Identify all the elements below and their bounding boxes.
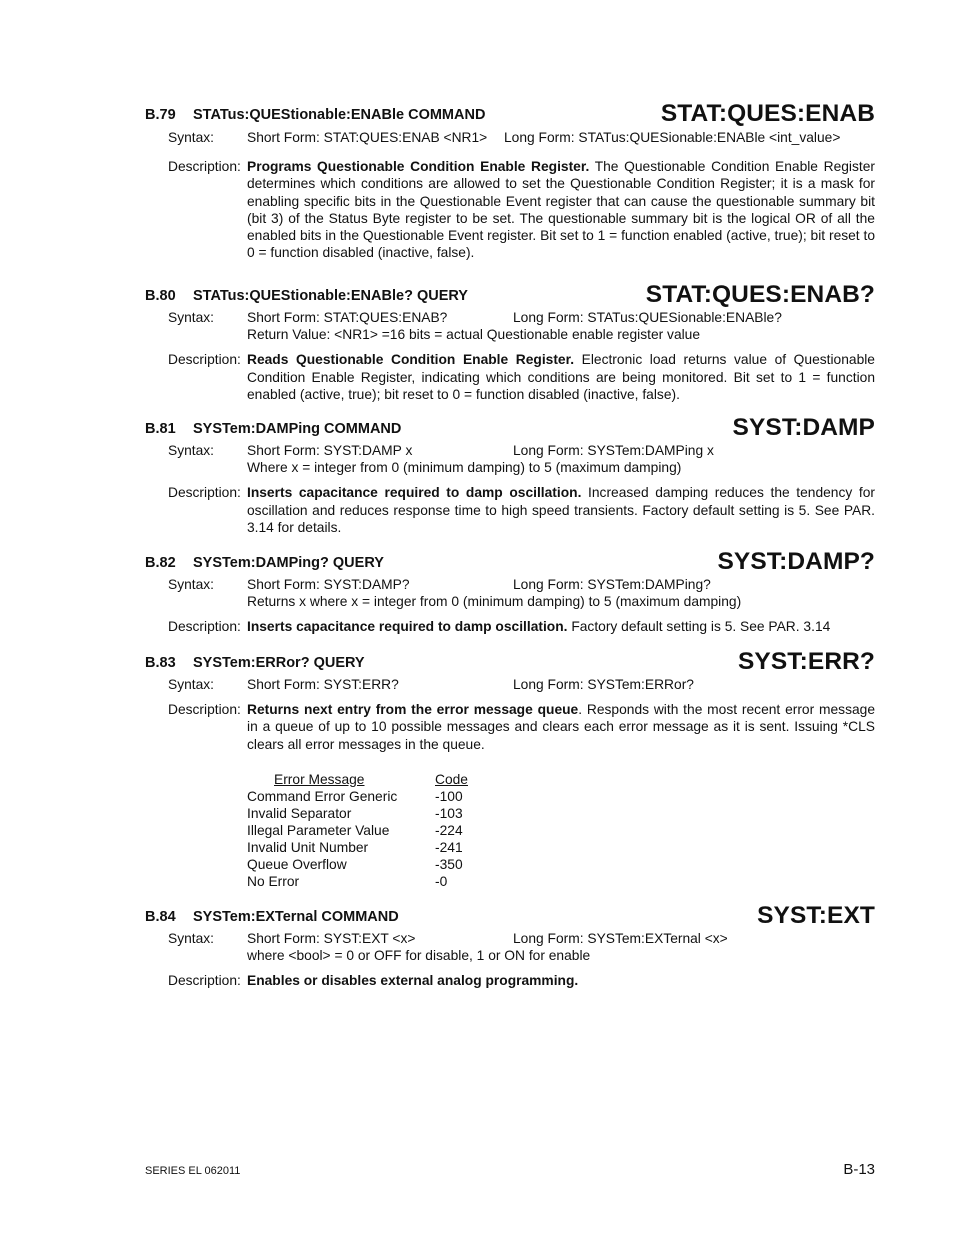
long-form: Long Form: SYSTem:EXTernal <x> [513, 931, 728, 946]
column-header-error-message: Error Message [274, 771, 365, 787]
syntax-row: Syntax: Short Form: STAT:QUES:ENAB <NR1> Long Form: STATus:QUESionable:ENABle <int_value> [168, 130, 841, 145]
command-mnemonic: STAT:QUES:ENAB [660, 99, 875, 127]
syntax-note: Returns x where x = integer from 0 (minimum damping) to 5 (maximum damping) [247, 594, 742, 610]
syntax-row: Syntax: Short Form: SYST:DAMP x Long Form: SYSTem:DAMPing x Where x = integer from 0 (minimum damping) to 5 (maximum damping) [145, 442, 875, 476]
column-header-code: Code [435, 771, 468, 787]
short-form: Short Form: SYST:ERR? [247, 677, 399, 692]
footer-series: SERIES EL 062011 [145, 1165, 241, 1177]
description-row: Description: Enables or disables external analog programming. [168, 973, 579, 989]
syntax-note: Where x = integer from 0 (minimum damping) to 5 (maximum damping) [247, 460, 682, 476]
long-form: Long Form: SYSTem:DAMPing x [513, 443, 714, 458]
syntax-row: Syntax: Short Form: SYST:ERR? Long Form: SYSTem:ERRor? [168, 677, 694, 692]
section-b82 [145, 544, 875, 636]
section-heading: B.83 SYSTem:ERRor? QUERY [145, 655, 365, 671]
section-heading: B.80 STATus:QUEStionable:ENABle? QUERY [145, 288, 468, 304]
command-mnemonic: STAT:QUES:ENAB? [645, 280, 875, 308]
table-row: Invalid Unit Number -241 [247, 839, 463, 855]
table-header-row [247, 771, 468, 788]
syntax-note: Return Value: <NR1> =16 bits = actual Questionable enable register value [247, 327, 701, 343]
section-b79 [145, 96, 875, 261]
section-heading: B.84 SYSTem:EXTernal COMMAND [145, 909, 399, 925]
long-form: Long Form: SYSTem:ERRor? [513, 677, 694, 692]
short-form: Short Form: SYST:EXT <x> [247, 931, 416, 946]
section-b80 [145, 277, 875, 403]
command-mnemonic: SYST:ERR? [737, 647, 875, 675]
table-row: Queue Overflow -350 [247, 856, 463, 872]
syntax-row: Syntax: Short Form: SYST:DAMP? Long Form: SYSTem:DAMPing? Returns x where x = integer from 0 (minimum damping) to 5 (maximum damping) [145, 576, 875, 610]
command-mnemonic: SYST:DAMP [732, 413, 875, 441]
syntax-note: where <bool> = 0 or OFF for disable, 1 or ON for enable [247, 948, 591, 964]
section-heading: B.81 SYSTem:DAMPing COMMAND [145, 421, 402, 437]
description-row: Description: Reads Questionable Condition Enable Register. Electronic load returns value of Questionable Condition Enable Register, indicating which conditions are being monitored. Bit set to 1 = function enabled (active, true); bit reset to 0 = function disabled (inactive, false). [168, 352, 875, 402]
error-code-table [247, 771, 468, 890]
long-form: Long Form: SYSTem:DAMPing? [513, 577, 711, 592]
section-heading: B.82 SYSTem:DAMPing? QUERY [145, 555, 384, 571]
short-form: Short Form: STAT:QUES:ENAB <NR1> [247, 130, 488, 145]
section-b84 [145, 898, 875, 990]
command-mnemonic: SYST:DAMP? [717, 547, 875, 575]
long-form: Long Form: STATus:QUESionable:ENABle <int_value> [504, 130, 841, 145]
description-row: Description: Inserts capacitance required to damp oscillation. Increased damping reduces the tendency for oscillation and reduces response time to high speed transients. Factory default setting is 5. See PAR. 3.14 for details. [168, 485, 876, 535]
page-number: B-13 [843, 1161, 875, 1178]
short-form: Short Form: SYST:DAMP? [247, 577, 410, 592]
section-heading: B.79 STATus:QUEStionable:ENABle COMMAND [145, 107, 486, 123]
command-mnemonic: SYST:EXT [757, 901, 875, 929]
table-row: Command Error Generic -100 [247, 788, 463, 804]
section-b83 [145, 644, 875, 890]
description-row: Description: Programs Questionable Condition Enable Register. The Questionable Condition Enable Register determines which conditions are allowed to set the Questionable Condition Register; it is a mask for enabling specific bits in the Questionable Event register that can cause the questionable summary bit (bit 3) of the Status Byte register to be set. The questionable summary bit is the logical OR of all the enabled bits in the Questionable Event register. Bit set to 1 = function enabled (active, true); bit reset to 0 = function disabled (inactive, false). [168, 159, 876, 261]
section-b81 [145, 410, 875, 536]
short-form: Short Form: SYST:DAMP x [247, 443, 413, 458]
long-form: Long Form: STATus:QUESionable:ENABle? [513, 310, 782, 325]
syntax-row: Syntax: Short Form: STAT:QUES:ENAB? Long Form: STATus:QUESionable:ENABle? Return Value: <NR1> =16 bits = actual Questionable enable register value [145, 309, 875, 343]
description-row: Description: Inserts capacitance required to damp oscillation. Factory default setting is 5. See PAR. 3.14 [168, 619, 831, 635]
description-row: Description: Returns next entry from the error message queue. Responds with the most recent error message in a queue of up to 10 possible messages and clears each error message as it is sent. Issuing *CLS clears all error messages in the queue. [168, 702, 875, 752]
error-table-row [145, 771, 875, 890]
table-row: Invalid Separator -103 [247, 805, 463, 821]
syntax-row: Syntax: Short Form: SYST:EXT <x> Long Form: SYSTem:EXTernal <x> where <bool> = 0 or OFF for disable, 1 or ON for enable [145, 930, 875, 964]
short-form: Short Form: STAT:QUES:ENAB? [247, 310, 448, 325]
table-row: No Error -0 [247, 873, 448, 889]
table-row: Illegal Parameter Value -224 [247, 822, 463, 838]
